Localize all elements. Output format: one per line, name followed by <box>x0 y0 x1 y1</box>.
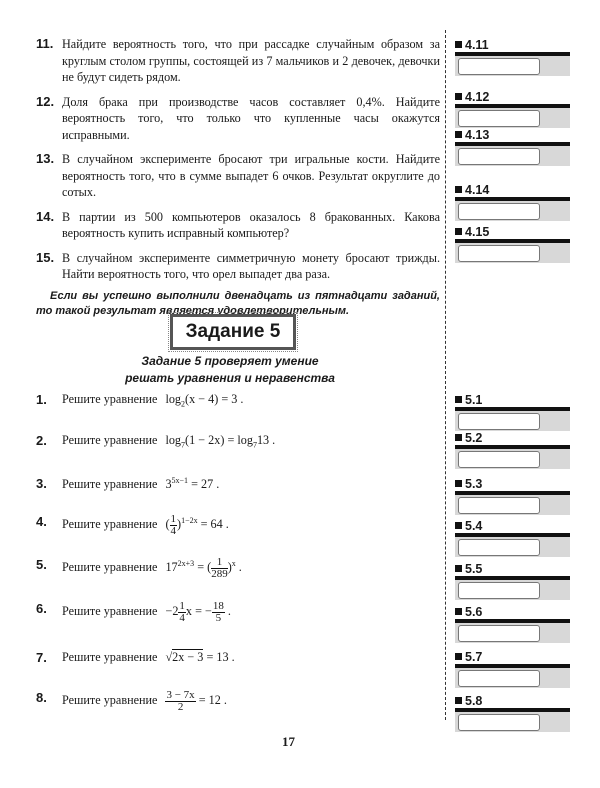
answer-frame <box>455 537 570 557</box>
section-title: Задание 5 <box>170 314 296 350</box>
answer-box-4-15 <box>455 225 570 263</box>
task-prompt: Решите уравнение <box>62 392 158 406</box>
task-11 <box>36 36 440 86</box>
answer-label: 5.2 <box>455 431 570 445</box>
answer-box-4-13 <box>455 128 570 166</box>
equation: −2 $\frac{1}{4}$ x = − $\frac{18}{5}$ . <box>165 600 231 624</box>
answer-input[interactable] <box>458 58 540 75</box>
equation: ( $\frac{1}{4}$ )$^{1-2x}$ = 64 . <box>165 513 229 537</box>
answer-label: 5.5 <box>455 562 570 576</box>
square-bullet-icon <box>455 93 462 100</box>
answer-box-5-7 <box>455 650 570 688</box>
answer-box-4-14 <box>455 183 570 221</box>
task-number: 4. <box>36 514 47 529</box>
equation: $3^{5x-1} = 27$ . <box>165 476 220 492</box>
task-prompt: Решите уравнение <box>62 650 158 664</box>
task-number: 6. <box>36 601 47 616</box>
task-number: 14. <box>36 208 55 224</box>
answer-frame <box>455 201 570 221</box>
answer-input[interactable] <box>458 148 540 165</box>
task-text: В партии из 500 компьютеров оказалось 8 бракованных. Какова вероятность купить исправный компьютер? <box>62 209 440 240</box>
answer-frame <box>455 449 570 469</box>
square-bullet-icon <box>455 565 462 572</box>
task-number: 1. <box>36 392 47 407</box>
square-bullet-icon <box>455 131 462 138</box>
equation: $17^{2x+3}$ = ( $\frac{1}{289}$ )$^x$ . <box>165 556 242 580</box>
task-5-2 <box>36 433 275 449</box>
task-15 <box>36 250 440 283</box>
task-number: 8. <box>36 690 47 705</box>
answer-frame <box>455 712 570 732</box>
answer-frame <box>455 411 570 431</box>
answer-label: 4.12 <box>455 90 570 104</box>
task-prompt: Решите уравнение <box>62 517 158 532</box>
answer-input[interactable] <box>458 413 540 430</box>
answer-input[interactable] <box>458 451 540 468</box>
task-prompt: Решите уравнение <box>62 604 158 619</box>
task-5-7 <box>36 650 235 665</box>
answer-label: 5.4 <box>455 519 570 533</box>
task-14 <box>36 209 440 242</box>
task-prompt: Решите уравнение <box>62 693 158 708</box>
answer-label: 5.6 <box>455 605 570 619</box>
answer-input[interactable] <box>458 582 540 599</box>
answer-input[interactable] <box>458 539 540 556</box>
square-bullet-icon <box>455 228 462 235</box>
answer-frame <box>455 243 570 263</box>
square-bullet-icon <box>455 697 462 704</box>
task-text: В случайном эксперименте симметричную монету бросают трижды. Найти вероятность того, что орел выпадет два раза. <box>62 250 440 281</box>
task-number: 12. <box>36 93 55 109</box>
task-13 <box>36 151 440 201</box>
answer-input[interactable] <box>458 110 540 127</box>
answer-box-5-1 <box>455 393 570 431</box>
task-number: 11. <box>36 36 54 51</box>
task-5-5 <box>36 557 242 580</box>
equation: $\frac{3 - 7x}{2}$ = 12 . <box>166 689 227 713</box>
task-12 <box>36 94 440 144</box>
answer-label: 5.7 <box>455 650 570 664</box>
square-bullet-icon <box>455 396 462 403</box>
answer-frame <box>455 668 570 688</box>
answer-frame <box>455 56 570 76</box>
answer-box-5-5 <box>455 562 570 600</box>
square-bullet-icon <box>455 186 462 193</box>
task-number: 15. <box>36 249 55 265</box>
answer-label: 4.11 <box>455 38 570 52</box>
equation: √2x − 3 = 13 . <box>165 650 235 664</box>
answer-frame <box>455 580 570 600</box>
square-bullet-icon <box>455 41 462 48</box>
answer-label: 4.13 <box>455 128 570 142</box>
answer-frame <box>455 623 570 643</box>
task-number: 13. <box>36 151 55 166</box>
task-text: Найдите вероятность того, что при рассадке случайным образом за круглым столом группы, состоящей из 7 мальчиков и 2 девочек, девочки не будут сидеть рядом. <box>62 37 440 84</box>
answer-box-5-6 <box>455 605 570 643</box>
answer-frame <box>455 146 570 166</box>
page-number: 17 <box>282 734 295 749</box>
answer-box-4-11 <box>455 38 570 76</box>
square-bullet-icon <box>455 608 462 615</box>
answer-box-5-3 <box>455 477 570 515</box>
section-4-tasks <box>36 36 440 319</box>
answer-label: 5.1 <box>455 393 570 407</box>
task-5-1 <box>36 392 243 408</box>
task-number: 2. <box>36 433 47 448</box>
square-bullet-icon <box>455 653 462 660</box>
square-bullet-icon <box>455 434 462 441</box>
task-prompt: Решите уравнение <box>62 477 158 492</box>
answer-label: 5.3 <box>455 477 570 491</box>
square-bullet-icon <box>455 480 462 487</box>
task-text: Доля брака при производстве часов составляет 0,4%. Найдите вероятность того, что только что купленные часы окажутся исправными. <box>62 94 440 142</box>
task-number: 3. <box>36 476 47 491</box>
answer-label: 5.8 <box>455 694 570 708</box>
task-5-4 <box>36 514 229 537</box>
task-5-8 <box>36 690 227 713</box>
answer-frame <box>455 108 570 128</box>
answer-frame <box>455 495 570 515</box>
answer-input[interactable] <box>458 625 540 642</box>
answer-input[interactable] <box>458 714 540 731</box>
section-subtitle <box>100 353 360 387</box>
task-number: 5. <box>36 557 47 572</box>
answer-input[interactable] <box>458 245 540 262</box>
task-prompt: Решите уравнение <box>62 560 158 575</box>
task-number: 7. <box>36 650 47 665</box>
answer-box-4-12 <box>455 90 570 128</box>
answer-label: 4.14 <box>455 183 570 197</box>
cut-line-divider <box>445 30 446 720</box>
answer-input[interactable] <box>458 497 540 514</box>
answer-label: 4.15 <box>455 225 570 239</box>
equation: $\log_7(1 - 2x) = \log_713$ . <box>165 433 276 450</box>
subtitle-line: Задание 5 проверяет умение <box>141 354 319 368</box>
answer-input[interactable] <box>458 203 540 220</box>
answer-box-5-8 <box>455 694 570 732</box>
answer-input[interactable] <box>458 670 540 687</box>
subtitle-line: решать уравнения и неравенства <box>125 371 335 385</box>
task-5-6 <box>36 601 231 624</box>
answer-box-5-2 <box>455 431 570 469</box>
answer-box-5-4 <box>455 519 570 557</box>
square-bullet-icon <box>455 522 462 529</box>
task-prompt: Решите уравнение <box>62 433 158 447</box>
equation: $\log_2(x - 4) = 3$ . <box>165 392 244 409</box>
task-text: В случайном эксперименте бросают три игральные кости. Найдите вероятность того, что в сумме выпадет 6 очков. Результат округлите до сотых. <box>62 152 440 199</box>
result-note: Если вы успешно выполнили двенадцать из пятнадцати заданий, то такой результат является удовлетворительным. <box>36 289 440 317</box>
task-5-3 <box>36 476 219 492</box>
